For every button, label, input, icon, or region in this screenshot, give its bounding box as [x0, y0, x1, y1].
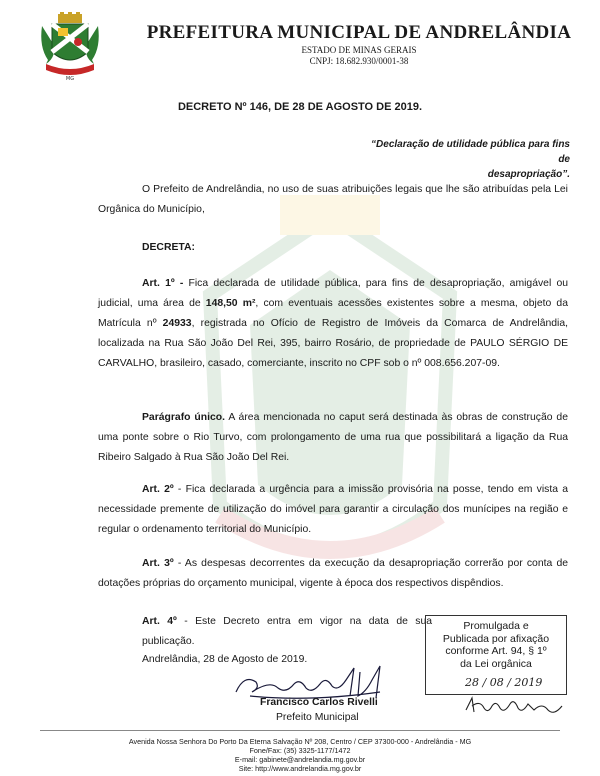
- article-1-text-a: Fica declarada de utilidade pública, para fins de desapropriação, amigável ou judicial, uma área de: [98, 278, 569, 309]
- header-state: ESTADO DE MINAS GERAIS: [301, 45, 417, 55]
- decreta-heading: DECRETA:: [142, 242, 195, 253]
- article-1: [98, 274, 568, 374]
- footer-site: Site: http://www.andrelandia.mg.gov.br: [238, 764, 362, 773]
- coat-label: MG: [65, 76, 75, 82]
- article-1-text-b: , com eventuais acessões existentes sobre a mesma, objeto da Matrícula nº: [98, 298, 568, 329]
- decree-epigraph: [370, 137, 570, 182]
- article-1-label: Art. 1º -: [142, 278, 184, 289]
- article-4-text: - Este Decreto entra em vigor na data de sua publicação.: [142, 616, 433, 647]
- stamp-initials-signature: [462, 692, 572, 720]
- stamp-line-3: conforme Art. 94, § 1º: [445, 645, 547, 657]
- article-3: [98, 554, 568, 594]
- signatory-name: Francisco Carlos Rivelli: [260, 697, 378, 708]
- stamp-line-2: Publicada por afixação: [442, 632, 550, 645]
- article-1-area: 148,50 m²: [205, 298, 256, 309]
- stamp-handwritten-date: 28 / 08 / 2019: [465, 676, 543, 689]
- paragrafo-label: Parágrafo único.: [142, 412, 225, 423]
- intro-paragraph: O Prefeito de Andrelândia, no uso de suas atribuições legais que lhe são atribuídas pela Lei Orgânica do Município,: [98, 184, 568, 215]
- page-header-title: PREFEITURA MUNICIPAL DE ANDRELÂNDIA: [146, 22, 572, 43]
- epigraph-line-2: desapropriação”.: [487, 169, 570, 180]
- decree-title: DECRETO Nº 146, DE 28 DE AGOSTO DE 2019.: [177, 101, 423, 113]
- article-4-label: Art. 4º: [142, 616, 177, 627]
- article-3-text: - As despesas decorrentes da execução da desapropriação correrão por conta de dotações próprias do orçamento municipal, vigente à época dos respectivos dispêndios.: [98, 558, 569, 589]
- article-1-text-c: , registrada no Ofício de Registro de Imóveis da Comarca de Andrelândia, localizada na Rua São João Del Rei, 395, bairro Rosário, de propriedade de PAULO SÉRGIO DE CARVALHO, brasileiro, casado, comerciante, inscrito no CPF sob o nº 008.656.207-09.: [98, 318, 569, 369]
- footer-phone: Fone/Fax: (35) 3325-1177/1472: [249, 746, 351, 755]
- article-2-text: - Fica declarada a urgência para a imissão provisória na posse, tendo em vista a necessidade premente de utilização do imóvel para garantir a circulação dos munícipes na região e regular o ordenamento territorial do Município.: [98, 484, 568, 535]
- header-cnpj: CNPJ: 18.682.930/0001-38: [309, 56, 409, 66]
- epigraph-line-1: “Declaração de utilidade pública para fins de: [371, 139, 570, 165]
- paragrafo-unico: [98, 408, 568, 468]
- article-2-label: Art. 2º: [142, 484, 174, 495]
- stamp-line-1: Promulgada e: [463, 620, 529, 632]
- footer-email: E-mail: gabinete@andrelandia.mg.gov.br: [234, 755, 366, 764]
- signatory-role: Prefeito Municipal: [276, 712, 359, 723]
- article-1-matricula: 24933: [162, 318, 192, 329]
- place-and-date: Andrelândia, 28 de Agosto de 2019.: [142, 654, 308, 665]
- footer-divider: [40, 730, 560, 731]
- article-2: [98, 480, 568, 540]
- stamp-line-4: da Lei orgânica: [460, 657, 532, 670]
- coat-of-arms-logo: [38, 12, 102, 82]
- footer-address: Avenida Nossa Senhora Do Porto Da Eterna Salvação Nº 208, Centro / CEP 37300-000 - Andrelândia - MG: [128, 737, 472, 746]
- article-3-label: Art. 3º: [142, 558, 174, 569]
- paragrafo-text: A área mencionada no caput será destinada às obras de construção de uma ponte sobre o Rio Turvo, com prolongamento de uma rua que possibilitará a ligação da Rua Ribeiro Salgado à Rua São João Del Rei.: [98, 412, 568, 463]
- article-4: [142, 612, 432, 652]
